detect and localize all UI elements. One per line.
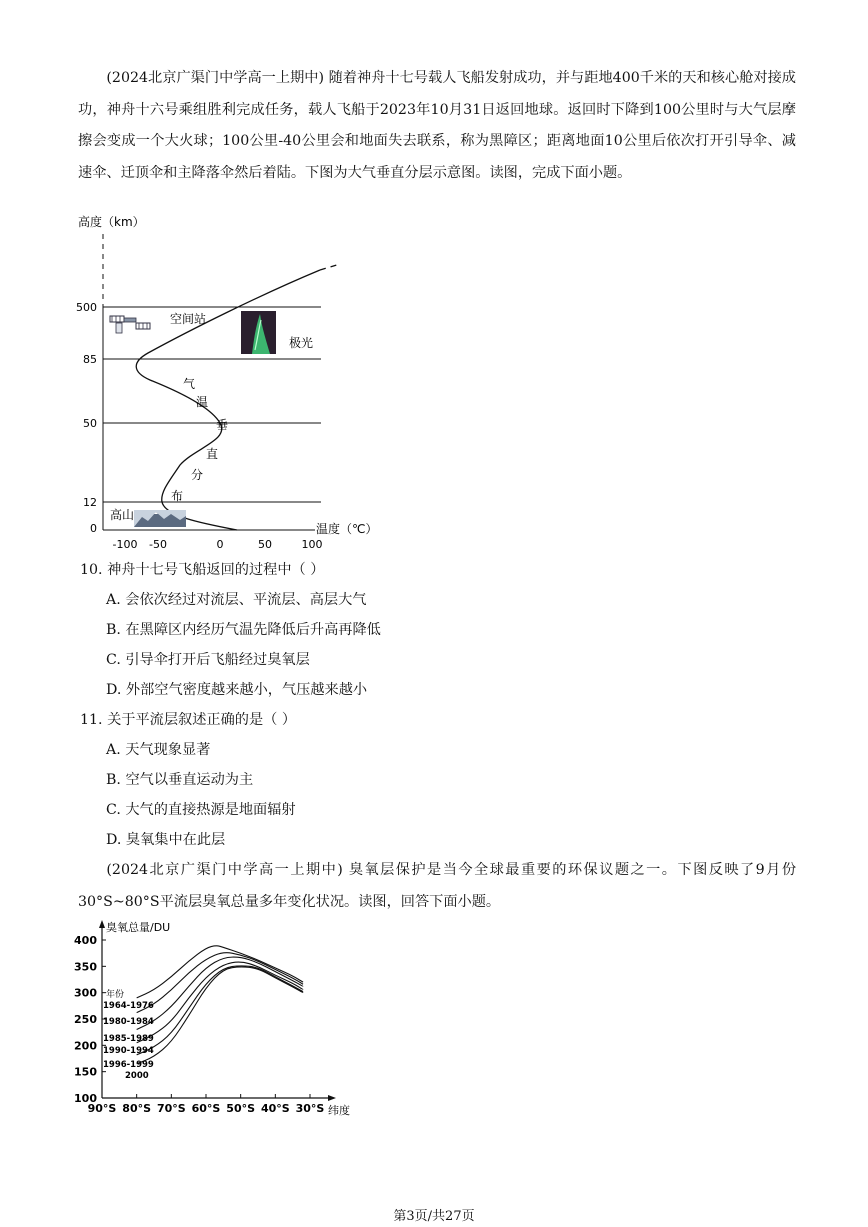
- y-tick-label: 300: [74, 986, 97, 1000]
- passage-2-source: (2024北京广渠门中学高一上期中): [106, 862, 343, 878]
- temperature-curve-extension: [320, 264, 340, 270]
- series-label: 1964-1976: [103, 1001, 154, 1011]
- passage-2: [78, 855, 796, 918]
- x-tick-label: 30°S: [295, 1102, 325, 1115]
- x-tick-0: 0: [216, 538, 224, 551]
- legend-title: 年份: [106, 990, 125, 1000]
- y-tick-label: 200: [74, 1039, 97, 1053]
- ozone-labels: [103, 988, 154, 1081]
- y-tick-label: 250: [74, 1013, 97, 1026]
- x-tick-neg100: -100: [112, 538, 138, 551]
- y-axis-label: 臭氧总量/DU: [106, 921, 171, 934]
- passage-1-source: (2024北京广渠门中学高一上期中): [106, 70, 325, 86]
- y-tick-12: 12: [83, 496, 97, 509]
- series-label: 2000: [125, 1071, 149, 1081]
- ozone-series: [137, 946, 303, 1064]
- y-tick-0: 0: [90, 522, 97, 535]
- y-axis-arrow: [99, 920, 105, 928]
- curve-label-char: 温: [196, 395, 209, 409]
- series-label: 1985-1989: [103, 1034, 154, 1044]
- x-tick-label: 70°S: [156, 1102, 186, 1115]
- q10-option-d[interactable]: D. 外部空气密度越来越小，气压越来越小: [106, 682, 368, 698]
- temperature-curve: [136, 270, 320, 530]
- ozone-line-chart: [70, 915, 370, 1120]
- series-label: 1996-1999: [103, 1060, 154, 1070]
- x-tick-50: 50: [258, 538, 272, 551]
- q11-option-b[interactable]: B. 空气以垂直运动为主: [106, 772, 254, 788]
- curve-label-char: 布: [171, 489, 184, 503]
- series-line-1: [137, 953, 303, 1013]
- y-tick-500: 500: [76, 301, 97, 314]
- y-tick-label: 100: [74, 1092, 97, 1105]
- x-axis-label: 温度（℃）: [316, 522, 378, 536]
- q10-option-b[interactable]: B. 在黑障区内经历气温先降低后升高再降低: [106, 622, 381, 638]
- series-label: 1990-1994: [103, 1046, 154, 1056]
- page-footer: 第3页/共27页: [393, 1209, 475, 1224]
- q10-option-c[interactable]: C. 引导伞打开后飞船经过臭氧层: [106, 652, 310, 668]
- q11-option-c[interactable]: C. 大气的直接热源是地面辐射: [106, 802, 296, 818]
- curve-label-char: 垂: [216, 418, 229, 432]
- curve-label-char: 分: [191, 468, 204, 482]
- space-station-icon: [110, 316, 150, 333]
- passage-1-text: 随着神舟十七号载人飞船发射成功，并与距地400千米的天和核心舱对接成功，神舟十六号乘组胜利完成任务，载人飞船于2023年10月31日返回地球。返回时下降到100公里时与大气层摩擦会变成一个大火球；100公里-40公里会和地面失去联系，称为黑障区；距离地面10公里后依次打开引导伞、减速伞、迁顶伞和主降落伞然后着陆。下图为大气垂直分层示意图。读图，完成下面小题。: [78, 70, 796, 181]
- x-axis-arrow: [328, 1095, 336, 1101]
- mountain-label: 高山: [110, 508, 135, 522]
- q10-stem: 10. 神舟十七号飞船返回的过程中（ ）: [80, 562, 325, 578]
- q11-stem: 11. 关于平流层叙述正确的是（ ）: [80, 712, 297, 728]
- x-tick-label: 90°S: [87, 1102, 117, 1115]
- x-axis-label: 纬度: [328, 1104, 350, 1117]
- y-tick-85: 85: [83, 353, 97, 366]
- q11-option-a[interactable]: A. 天气现象显著: [106, 742, 211, 758]
- y-axis-label: 高度（km）: [78, 215, 145, 229]
- x-tick-neg50: -50: [149, 538, 167, 551]
- x-tick-label: 50°S: [226, 1102, 256, 1115]
- series-line-3: [137, 962, 303, 1043]
- curve-label-char: 气: [183, 377, 196, 391]
- x-tick-label: 80°S: [122, 1102, 152, 1115]
- y-tick-label: 350: [74, 960, 97, 974]
- y-tick-label: 400: [74, 934, 97, 947]
- space-station-label: 空间站: [170, 312, 207, 326]
- series-label: 1980-1984: [103, 1017, 154, 1027]
- aurora-label: 极光: [289, 336, 314, 350]
- x-tick-label: 60°S: [191, 1102, 221, 1115]
- y-tick-label: 150: [74, 1065, 97, 1079]
- series-line-2: [137, 957, 303, 1029]
- mountain-image: [134, 510, 186, 527]
- y-tick-50: 50: [83, 417, 97, 430]
- passage-1: [78, 63, 796, 189]
- x-tick-label: 40°S: [260, 1102, 290, 1115]
- passage-2-text: 臭氧层保护是当今全球最重要的环保议题之一。下图反映了9月份30°S~80°S平流层臭氧总量多年变化状况。读图，回答下面小题。: [78, 862, 797, 910]
- atmosphere-layer-diagram: [70, 210, 378, 555]
- q11-option-d[interactable]: D. 臭氧集中在此层: [106, 832, 226, 848]
- aurora-image: [241, 311, 276, 354]
- curve-label-char: 直: [206, 447, 219, 461]
- x-tick-100: 100: [301, 538, 323, 551]
- q10-option-a[interactable]: A. 会依次经过对流层、平流层、高层大气: [106, 592, 367, 608]
